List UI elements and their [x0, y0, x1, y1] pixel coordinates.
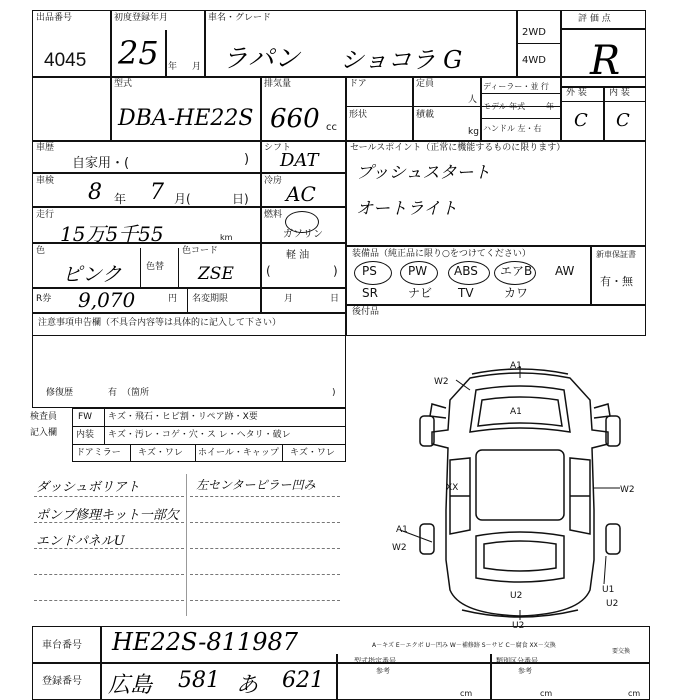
handwritten-note: ダッシュボリアト: [36, 480, 140, 495]
damage-mark: A1: [510, 361, 522, 371]
mileage-unit: km: [220, 233, 233, 242]
title-deadline-label: 名変期限: [192, 294, 229, 304]
abs-circle: [448, 261, 490, 285]
divider: [72, 426, 346, 427]
doors-label: ドア: [349, 79, 367, 89]
reference-label: 参考: [376, 667, 390, 675]
damage-mark: XX: [446, 483, 459, 493]
usage-close: ): [244, 152, 250, 167]
exterior-label: 外 装: [566, 88, 587, 98]
note-line: [34, 600, 184, 601]
recycle-label: R券: [36, 294, 52, 304]
divider: [480, 118, 560, 119]
inspection-year: 8: [88, 180, 102, 205]
color-code: ZSE: [198, 264, 234, 284]
color-code-label: 色コード: [182, 246, 219, 256]
drive-2wd: 2WD: [522, 27, 546, 38]
fw-items: キズ・飛石・ヒビ割・リペア跡・X要: [108, 412, 258, 422]
damage-legend-note: 要交換: [612, 648, 631, 655]
fuel-diesel: 軽 油: [286, 250, 310, 261]
year-unit: 年: [546, 102, 554, 111]
interior-label: 内 装: [609, 88, 630, 98]
handle-label: ハンドル 左・右: [483, 124, 542, 133]
note-line: [190, 548, 340, 549]
divider: [282, 444, 283, 462]
note-line: [190, 496, 340, 497]
drive-4wd: 4WD: [522, 55, 546, 66]
interior-grade: C: [616, 110, 630, 131]
plate-label: 登録番号: [42, 676, 82, 687]
plate-kana: あ: [236, 673, 259, 698]
divider: [178, 248, 179, 287]
note-line: [34, 574, 184, 575]
divider: [480, 93, 560, 94]
equipment-ps: PS: [362, 264, 377, 278]
title-day-unit: 日: [330, 294, 340, 304]
divider: [195, 444, 196, 462]
damage-mark: W2: [434, 377, 449, 387]
damage-legend: A－キズ E－エクボ U－凹み W－補修跡 S－サビ C－腐食 XX－交換: [372, 642, 556, 649]
ac-value: AC: [286, 182, 316, 206]
divider: [165, 30, 167, 76]
inspection-label: 車検: [36, 176, 55, 186]
divider: [480, 76, 482, 141]
equipment-pw: PW: [408, 264, 428, 278]
repair-place: （箇所: [122, 388, 150, 398]
car-name: ラパン: [222, 44, 301, 74]
load-unit: kg: [468, 127, 479, 137]
note-line: [190, 522, 340, 523]
inspector-label-2: 記入欄: [30, 428, 58, 438]
damage-mark: A1: [510, 407, 522, 417]
equipment-tv: TV: [458, 286, 474, 300]
divider: [130, 444, 131, 462]
year-unit: 年: [168, 62, 178, 72]
model-grade-label: 車名・グレード: [208, 13, 272, 23]
divider: [560, 101, 646, 102]
damage-mark: U2: [510, 591, 523, 601]
inspection-year-unit: 年: [114, 192, 127, 206]
recycle-value: 9,070: [78, 288, 136, 312]
airbag-circle: [494, 261, 536, 285]
repair-label: 修復歴: [46, 388, 74, 398]
inspector-label: 検査員: [30, 412, 58, 422]
equipment-leather: カワ: [504, 286, 529, 300]
model-code-label: 型式: [114, 79, 133, 89]
car-diagram: [380, 360, 660, 630]
equipment-sr: SR: [362, 286, 378, 300]
equipment-aw: AW: [555, 264, 575, 278]
divider: [412, 76, 414, 141]
type-designation-label: 型式指定番号: [354, 657, 396, 665]
new-car-warranty-label: 新車保証書: [596, 250, 636, 259]
divider: [590, 245, 592, 305]
note-line: [190, 600, 340, 601]
exterior-grade: C: [574, 110, 588, 131]
cm-unit: cm: [460, 689, 473, 698]
note-line: [34, 496, 184, 497]
equipment-navi: ナビ: [408, 286, 433, 300]
color-change-label: 色替: [146, 262, 165, 272]
damage-mark: W2: [392, 543, 407, 553]
mileage-label: 走行: [36, 210, 55, 220]
handwritten-note: 左センターピラー凹み: [196, 478, 316, 492]
plate-number: 621: [282, 668, 324, 693]
capacity-unit: 人: [468, 95, 478, 105]
plate-region: 広島: [108, 673, 153, 698]
divider: [336, 654, 338, 700]
usage-label: 車歴: [36, 143, 55, 153]
divider: [104, 408, 105, 444]
dealer-label: ディーラー・並 行: [483, 82, 549, 91]
damage-mark: W2: [620, 485, 635, 495]
first-registration-label: 初度登録年月: [114, 13, 169, 23]
ps-circle: [354, 261, 392, 285]
divider: [32, 662, 650, 664]
divider: [345, 76, 347, 141]
divider: [32, 172, 345, 174]
divider: [345, 304, 646, 306]
new-car-warranty-value: 有・無: [600, 275, 633, 288]
color-value: ピンク: [62, 262, 122, 286]
pw-circle: [400, 261, 438, 285]
wheel-label: ホイール・キャップ: [198, 448, 279, 458]
divider: [560, 28, 646, 30]
divider: [186, 474, 187, 616]
color-label: 色: [36, 246, 46, 256]
cm-unit: cm: [540, 689, 553, 698]
chassis-number: HE22S-811987: [112, 628, 299, 656]
lot-number: 4045: [44, 50, 87, 71]
interior-inspect-label: 内装: [76, 430, 95, 440]
model-code: DBA-HE22S: [118, 106, 254, 131]
repair-value: 有: [108, 388, 118, 398]
inspection-day-unit: 日): [232, 192, 249, 206]
fuel-bracket: ): [333, 264, 338, 278]
interior-inspect-items: キズ・汚レ・コゲ・穴・ス レ・ヘタリ・破レ: [108, 430, 291, 440]
divider: [32, 76, 646, 78]
equipment-title: 装備品（純正品に限り○をつけてください）: [352, 249, 531, 259]
usage-value: 自家用・(: [72, 156, 130, 171]
damage-mark: U2: [606, 599, 619, 609]
ac-label: 冷房: [264, 176, 283, 186]
displacement: 660: [270, 104, 320, 134]
shift-value: DAT: [280, 150, 319, 171]
score: R: [590, 38, 621, 84]
divider: [345, 106, 561, 107]
inspection-month-unit: 月(: [174, 192, 191, 206]
plate-class: 581: [178, 668, 220, 693]
divider: [260, 76, 262, 141]
shift-label: シフト: [264, 143, 292, 153]
mileage-value: 15万5千55: [60, 222, 164, 246]
reference-label: 参考: [518, 667, 532, 675]
mirror-label: ドアミラー: [76, 448, 121, 458]
capacity-label: 定員: [416, 79, 435, 89]
divider: [32, 140, 646, 142]
load-label: 積載: [416, 110, 435, 120]
category-label: 類別区分番号: [496, 657, 538, 665]
title-month-unit: 月: [284, 294, 294, 304]
cm-unit: cm: [628, 689, 641, 698]
fuel-label: 燃料: [264, 210, 283, 220]
equipment-airbag: エアB: [500, 264, 533, 278]
divider: [490, 654, 492, 700]
damage-mark: A1: [396, 525, 408, 535]
divider: [72, 444, 346, 445]
grade: ショコラ G: [340, 46, 463, 74]
inspection-month: 7: [150, 180, 164, 205]
score-label: 評 価 点: [578, 14, 611, 24]
divider: [345, 140, 347, 336]
notes-title: 注意事項申告欄（不具合内容等は具体的に記入して下さい）: [38, 318, 282, 328]
divider: [603, 86, 605, 140]
recycle-unit: 円: [168, 294, 178, 304]
divider: [204, 10, 206, 77]
fuel-bracket: (: [266, 264, 271, 278]
note-line: [190, 574, 340, 575]
repair-close: ): [332, 388, 336, 398]
divider: [100, 626, 102, 700]
divider: [345, 245, 646, 247]
sales-point-item: オートライト: [356, 199, 458, 219]
first-registration-year: 25: [118, 34, 159, 72]
aftermarket-label: 後付品: [352, 307, 380, 317]
wheel-items: キズ・ワレ: [290, 448, 335, 458]
fuel-gasoline: ガソリン: [283, 229, 323, 240]
damage-mark: U1: [602, 585, 615, 595]
handwritten-note: ポンプ修理キット一部欠: [36, 508, 179, 523]
equipment-abs: ABS: [454, 264, 478, 278]
divider: [516, 43, 560, 44]
month-unit: 月: [192, 62, 202, 72]
divider: [187, 287, 188, 312]
divider: [560, 10, 562, 141]
handwritten-note: エンドパネルU: [36, 534, 125, 549]
mirror-items: キズ・ワレ: [138, 448, 183, 458]
divider: [110, 10, 112, 140]
model-year-label: モデル 年式: [483, 102, 526, 111]
divider: [140, 248, 141, 287]
chassis-label: 車台番号: [42, 640, 82, 651]
displacement-unit: cc: [326, 122, 337, 133]
sales-point-item: プッシュスタート: [356, 163, 491, 183]
lot-number-label: 出品番号: [36, 13, 73, 23]
sales-points-title: セールスポイント（正常に機能するものに限ります）: [350, 143, 566, 153]
damage-mark: U2: [512, 621, 525, 630]
shape-label: 形状: [349, 110, 368, 120]
displacement-label: 排気量: [264, 79, 292, 89]
fw-label: FW: [78, 412, 93, 422]
